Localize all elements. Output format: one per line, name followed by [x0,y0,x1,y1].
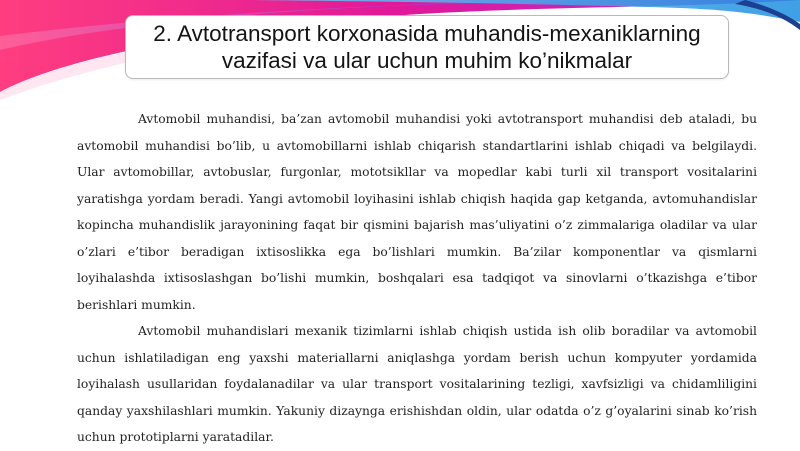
paragraph-2: Avtomobil muhandislari mexanik tizimlarni ishlab chiqish ustida ish olib boradilar va avtomobil uchun ishlatiladigan eng yaxshi materiallarni aniqlashga yordam berish uchun kompyuter yordamida loyihalash usullaridan foydalanadilar va ular transport vositalarining tezligi, xavfsizligi va chidamliligini qanday yaxshilashlari mumkin. Yakuniy dizaynga erishishdan oldin, ular odatda o’z g’oyalarini sinab ko’rish uchun prototiplarni yaratadilar. [77,324,757,444]
body-text [77,106,757,451]
slide-title-line-1: 2. Avtotransport korxonasida muhandis-mexaniklarning [153,21,701,46]
slide-title-box [125,15,729,79]
slide-title-line-2: vazifasi va ular uchun muhim ko’nikmalar [221,48,633,73]
paragraph-1: Avtomobil muhandisi, ba’zan avtomobil muhandisi yoki avtotransport muhandisi deb ataladi, bu avtomobil muhandisi bo’lib, u avtomobillarni ishlab chiqarish standartlarini ishlab chiqadi va belgilaydi. Ular avtomobillar, avtobuslar, furgonlar, mototsikllar va mopedlar kabi turli xil transport vositalarini yaratishga yordam beradi. Yangi avtomobil loyihasini ishlab chiqish haqida gap ketganda, avtomuhandislar kopincha muhandislik jarayonining faqat bir qismini bajarish mas’uliyatini o’z zimmalariga oladilar va ular o’zlari e’tibor beradigan ixtisoslikka ega bo’lishlari mumkin. Ba’zilar komponentlar va qismlarni loyihalashda ixtisoslashgan bo’lishi mumkin, boshqalari esa tadqiqot va sinovlarni o’tkazishga e’tibor berishlari mumkin. [77,112,757,312]
